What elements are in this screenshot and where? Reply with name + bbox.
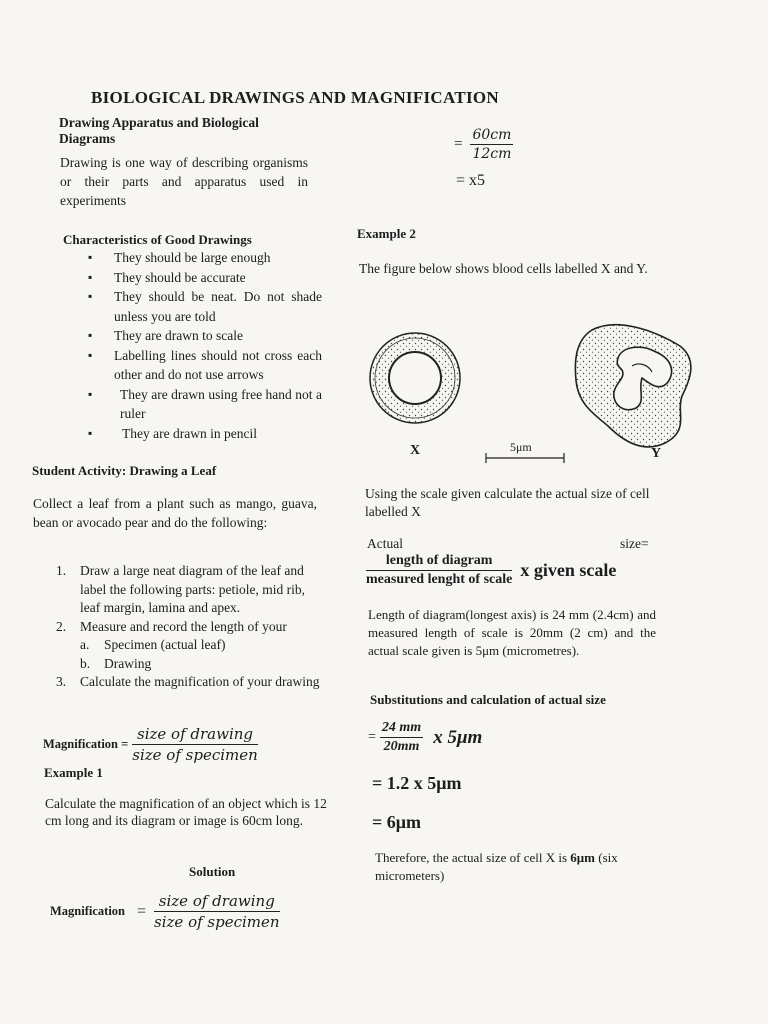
magnification-fraction — [154, 892, 280, 931]
step-text: Calculate the magnification of your drawing — [80, 674, 320, 689]
calc-example1 — [454, 127, 513, 162]
activity-steps — [52, 562, 324, 692]
calculation-step-1: = 1.2 x 5μm — [372, 773, 462, 793]
list-item — [52, 673, 324, 692]
list-item — [52, 618, 324, 674]
equals-sign: = — [454, 136, 463, 152]
fraction-numerator: 24 mm — [380, 720, 423, 738]
fraction-numerator: 60cm — [472, 127, 512, 143]
list-item: ▪ They should be neat. Do not shade unless you are told — [84, 287, 322, 326]
formula-tail: x given scale — [520, 560, 617, 580]
characteristics-heading: Characteristics of Good Drawings — [63, 232, 252, 247]
equals-sign: = — [368, 729, 376, 745]
list-item: ▪ They should be large enough — [84, 248, 322, 268]
activity-intro: Collect a leaf from a plant such as mango, guava, bean or avocado pear and do the following: — [33, 496, 317, 530]
substeps-list — [52, 636, 324, 673]
explanation-text: Length of diagram(longest axis) is 24 mm (2.4cm) and measured length of scale is 20mm (2 cm) and the actual scale given is 5μm (micrometres). — [368, 607, 656, 658]
substitution-formula — [368, 720, 482, 755]
actual-size-left: Actual — [367, 536, 403, 551]
magnification-fraction — [132, 725, 258, 764]
actual-size-right: size= — [620, 536, 649, 551]
substep-number: a. — [80, 637, 90, 652]
calc-result: = x5 — [456, 172, 486, 189]
step-number: 3. — [56, 674, 67, 689]
magnification-formula — [43, 725, 258, 764]
activity-heading: Student Activity: Drawing a Leaf — [32, 463, 217, 478]
fraction-numerator: length of diagram — [366, 553, 512, 571]
calc-fraction — [470, 127, 513, 162]
conclusion-value: 6μm — [570, 850, 595, 865]
substep-number: b. — [80, 655, 91, 671]
step-number: 2. — [56, 618, 67, 634]
conclusion-pre: Therefore, the actual size of cell X is — [375, 850, 568, 865]
formula-fraction — [366, 553, 512, 588]
substep-text: Drawing — [104, 655, 152, 671]
cell-y-label: Y — [651, 446, 662, 461]
fraction-denominator: size of specimen — [132, 746, 258, 764]
fraction-denominator: size of specimen — [154, 913, 280, 931]
example2-text: The figure below shows blood cells labelled X and Y. — [359, 261, 648, 276]
fraction-denominator: measured lenght of scale — [366, 572, 513, 587]
list-item — [52, 655, 324, 674]
page-title: BIOLOGICAL DRAWINGS AND MAGNIFICATION — [91, 88, 499, 107]
scale-label: 5μm — [510, 440, 532, 454]
magnification-formula-2 — [50, 892, 280, 931]
conclusion-post: (six micrometers) — [375, 850, 618, 883]
section-heading-line1: Drawing Apparatus and Biological — [59, 115, 259, 130]
list-item: ▪ Labelling lines should not cross each other and do not use arrows — [84, 346, 322, 385]
actual-size-formula — [366, 553, 616, 588]
magnification-label: Magnification — [50, 904, 125, 918]
intro-paragraph: Drawing is one way of describing organisms or their parts and apparatus used in experiments — [60, 155, 308, 208]
section-heading — [59, 115, 259, 147]
step-text: Measure and record the length of your — [80, 618, 287, 634]
fraction-denominator: 20mm — [383, 739, 420, 754]
question-body: Using the scale given calculate the actual size of cell labelled X — [365, 486, 650, 519]
example2-heading: Example 2 — [357, 226, 416, 241]
list-item: ▪ They are drawn to scale — [84, 326, 322, 346]
list-item: ▪ They are drawn in pencil — [84, 424, 322, 444]
conclusion-text — [375, 849, 675, 885]
example1-text: Calculate the magnification of an object which is 12 cm long and its diagram or image is 60cm long. — [45, 796, 327, 828]
fraction-numerator: size of drawing — [132, 725, 258, 745]
fraction-numerator: size of drawing — [154, 892, 280, 912]
list-item — [52, 562, 324, 618]
cell-x-label: X — [410, 443, 421, 458]
substitutions-heading: Substitutions and calculation of actual size — [370, 692, 606, 707]
question-text — [365, 485, 665, 521]
list-item: ▪ They are drawn using free hand not a ruler — [84, 385, 322, 424]
section-heading-line2: Diagrams — [59, 131, 116, 146]
list-item — [52, 636, 324, 655]
list-item: ▪ They should be accurate — [84, 268, 322, 288]
step-number: 1. — [56, 563, 67, 578]
substitution-tail: x 5μm — [433, 726, 483, 748]
cell-x — [370, 333, 460, 423]
cell-y — [575, 325, 691, 447]
substitution-fraction — [380, 720, 423, 755]
calculation-step-2: = 6μm — [372, 812, 421, 832]
magnification-label: Magnification = — [43, 737, 129, 751]
characteristics-list — [84, 248, 322, 443]
fraction-denominator: 12cm — [472, 146, 512, 162]
example1-heading: Example 1 — [44, 765, 103, 780]
step-text: Draw a large neat diagram of the leaf and label the following parts: petiole, mid rib, leaf margin, lamina and apex. — [80, 563, 305, 615]
substep-text: Specimen (actual leaf) — [104, 637, 226, 652]
equals-sign: = — [137, 902, 147, 920]
solution-heading: Solution — [189, 864, 236, 879]
